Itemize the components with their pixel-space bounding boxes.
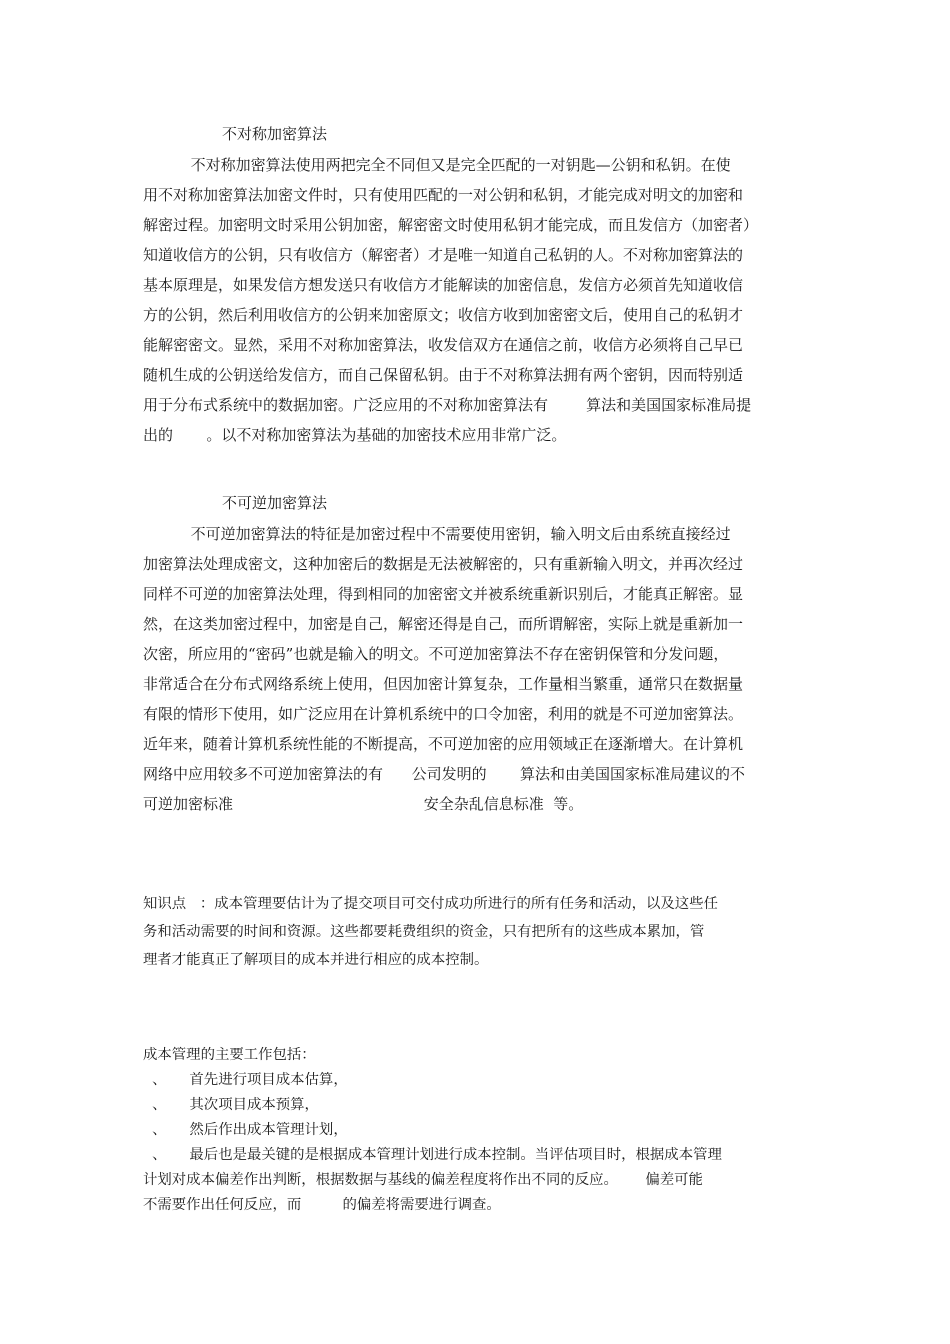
paragraph-line: 知道收信方的公钥，只有收信方（解密者）才是唯一知道自己私钥的人。不对称加密算法的 (143, 246, 744, 264)
paragraph-line: 方的公钥，然后利用收信方的公钥来加密原文；收信方收到加密密文后，使用自己的私钥才 (143, 306, 744, 324)
paragraph-line: 基本原理是，如果发信方想发送只有收信方才能解读的加密信息，发信方必须首先知道收信 (143, 276, 744, 294)
list-item: 、 然后作出成本管理计划， (143, 1122, 348, 1138)
knowledge-point-line: 知识点 ：成本管理要估计为了提交项目可交付成功所进行的所有任务和活动，以及这些任 (143, 896, 718, 912)
paragraph-line: 不对称加密算法使用两把完全不同但又是完全匹配的一对钥匙—公钥和私钥。在使 (143, 156, 731, 174)
paragraph-line: 解密过程。加密明文时采用公钥加密，解密密文时使用私钥才能完成，而且发信方（加密者） (143, 216, 759, 234)
section-heading-asymmetric: 不对称加密算法 (222, 125, 328, 143)
paragraph-line: 可逆加密标准 安全杂乱信息标准 等。 (143, 795, 584, 813)
paragraph-line: 出的 。以不对称加密算法为基础的加密技术应用非常广泛。 (143, 426, 567, 444)
paragraph-line: 不可逆加密算法的特征是加密过程中不需要使用密钥，输入明文后由系统直接经过 (143, 525, 731, 543)
list-item: 、 其次项目成本预算， (143, 1097, 319, 1113)
paragraph-line: 非常适合在分布式网络系统上使用，但因加密计算复杂，工作量相当繁重，通常只在数据量 (143, 675, 744, 693)
paragraph-line: 加密算法处理成密文，这种加密后的数据是无法被解密的，只有重新输入明文，并再次经过 (143, 555, 744, 573)
paragraph-line: 网络中应用较多不可逆加密算法的有 公司发明的 算法和由美国国家标准局建议的不 (143, 765, 745, 783)
section-heading-irreversible: 不可逆加密算法 (222, 494, 328, 512)
list-item: 、 最后也是最关键的是根据成本管理计划进行成本控制。当评估项目时，根据成本管理 (143, 1147, 722, 1163)
list-item-continuation: 计划对成本偏差作出判断，根据数据与基线的偏差程度将作出不同的反应。 偏差可能 (143, 1172, 703, 1188)
paragraph-line: 同样不可逆的加密算法处理，得到相同的加密密文并被系统重新识别后，才能真正解密。显 (143, 585, 744, 603)
paragraph-line: 近年来，随着计算机系统性能的不断提高，不可逆加密的应用领域正在逐渐增大。在计算机 (143, 735, 744, 753)
knowledge-point-line: 理者才能真正了解项目的成本并进行相应的成本控制。 (143, 952, 489, 968)
paragraph-line: 随机生成的公钥送给发信方，而自己保留私钥。由于不对称算法拥有两个密钥，因而特别适 (143, 366, 744, 384)
paragraph-line: 用于分布式系统中的数据加密。广泛应用的不对称加密算法有 算法和美国国家标准局提 (143, 396, 752, 414)
paragraph-line: 有限的情形下使用，如广泛应用在计算机系统中的口令加密，利用的就是不可逆加密算法。 (143, 705, 744, 723)
paragraph-line: 然，在这类加密过程中，加密是自己，解密还得是自己，而所谓解密，实际上就是重新加一 (143, 615, 744, 633)
list-item: 、 首先进行项目成本估算， (143, 1072, 348, 1088)
cost-management-title: 成本管理的主要工作包括： (143, 1047, 316, 1063)
knowledge-point-line: 务和活动需要的时间和资源。这些都要耗费组织的资金，只有把所有的这些成本累加，管 (143, 924, 705, 940)
paragraph-line: 次密，所应用的“密码”也就是输入的明文。不可逆加密算法不存在密钥保管和分发问题， (143, 645, 729, 663)
paragraph-line: 用不对称加密算法加密文件时，只有使用匹配的一对公钥和私钥，才能完成对明文的加密和 (143, 186, 744, 204)
list-item-continuation: 不需要作出任何反应，而 的偏差将需要进行调查。 (143, 1197, 501, 1213)
paragraph-line: 能解密密文。显然，采用不对称加密算法，收发信双方在通信之前，收信方必须将自己早已 (143, 336, 744, 354)
